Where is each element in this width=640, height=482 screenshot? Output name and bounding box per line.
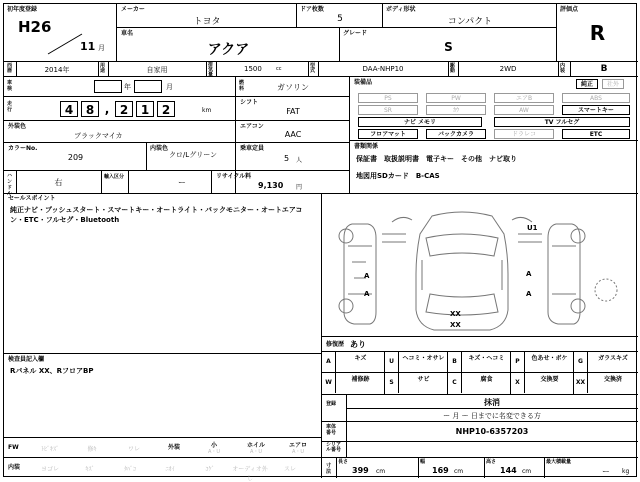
legend-key: S bbox=[385, 373, 399, 393]
legend-cell bbox=[385, 373, 448, 394]
registration-label: 登録 bbox=[326, 401, 337, 407]
name-box bbox=[117, 28, 340, 62]
mileage-box bbox=[4, 97, 236, 121]
fuel-value: ガソリン bbox=[277, 83, 309, 92]
rating-box bbox=[557, 4, 638, 62]
legend-cell bbox=[511, 373, 574, 394]
recycle-box bbox=[211, 171, 350, 194]
doors-value: 5 bbox=[337, 14, 343, 24]
shift-box bbox=[236, 97, 350, 121]
exterior-label: 外装 bbox=[168, 444, 181, 451]
equipment-chip: ナビ メモリ bbox=[358, 117, 482, 127]
legend-value: 交換要 bbox=[540, 376, 559, 383]
vin-value: NHP10-6357203 bbox=[455, 427, 529, 436]
equipment-chip: バックカメラ bbox=[426, 129, 486, 139]
mileage-label: 走行 bbox=[7, 101, 13, 113]
repair-value: あり bbox=[350, 340, 366, 349]
fw-label: FW bbox=[8, 444, 19, 451]
first-registration-box bbox=[4, 4, 117, 62]
max-load-unit: kg bbox=[622, 468, 630, 475]
use-value: 自家用 bbox=[146, 66, 168, 74]
max-load-label: 最大積載量 bbox=[546, 459, 572, 465]
shaken-label: 車検 bbox=[7, 80, 13, 92]
max-load-value: ー bbox=[602, 467, 610, 476]
body-box bbox=[383, 4, 557, 28]
ac-box bbox=[236, 121, 350, 143]
legend-cell bbox=[322, 352, 385, 373]
color-no-label: カラーNo. bbox=[8, 145, 38, 152]
legend-value: 交換済 bbox=[603, 376, 622, 383]
condition-diagram bbox=[322, 194, 638, 336]
damage-mark-a-left: A bbox=[364, 272, 370, 280]
recycle-unit: 円 bbox=[296, 184, 303, 191]
maker-value: トヨタ bbox=[193, 17, 221, 27]
shift-value: FAT bbox=[286, 107, 300, 116]
genuine-chip: 純正 bbox=[576, 79, 598, 89]
height-value: 144 bbox=[500, 466, 517, 475]
registration-note: ー 月 ー 日までに名変できる方 bbox=[443, 412, 541, 420]
fw-item: 修ｷ bbox=[87, 446, 97, 453]
sales-point-label: セールスポイント bbox=[8, 195, 56, 202]
ac-label: エアコン bbox=[240, 123, 264, 130]
fuel-box bbox=[236, 77, 350, 97]
exterior-item: エアロ bbox=[288, 442, 307, 449]
rating-label: 評価点 bbox=[560, 6, 579, 13]
dimensions-row bbox=[322, 458, 638, 478]
color-label: 外装色 bbox=[8, 123, 27, 130]
exterior-item-sub: A・U bbox=[207, 449, 221, 455]
rating-value: R bbox=[589, 21, 606, 45]
mileage-digit: 2 bbox=[157, 101, 175, 117]
model-label: 型式 bbox=[310, 63, 316, 74]
capacity-box bbox=[236, 143, 350, 171]
legend-key: C bbox=[448, 373, 462, 393]
capacity-value: 5 bbox=[284, 154, 290, 163]
mileage-digit: 8 bbox=[81, 101, 99, 117]
slash-divider bbox=[44, 32, 84, 56]
height-label: 高さ bbox=[486, 459, 497, 465]
legend-key: X bbox=[511, 373, 525, 393]
repair-box bbox=[322, 336, 638, 352]
damage-mark-a-right: A bbox=[526, 270, 532, 278]
interior-item: ﾀﾊﾞｺ bbox=[123, 466, 136, 473]
exterior-color-box bbox=[4, 121, 236, 143]
width-unit: cm bbox=[454, 468, 464, 475]
mileage-digit: 2 bbox=[115, 101, 133, 117]
grade-box bbox=[340, 28, 557, 62]
legend-cell bbox=[448, 373, 511, 394]
mileage-comma: , bbox=[104, 102, 110, 116]
legend-cell bbox=[448, 352, 511, 373]
handle-row bbox=[4, 171, 236, 197]
legend-value: 腐食 bbox=[480, 376, 493, 383]
mileage-digit: 4 bbox=[60, 101, 78, 117]
interior-item: スレ bbox=[283, 466, 296, 473]
length-value: 399 bbox=[352, 466, 369, 475]
displacement-label: 排気量 bbox=[208, 62, 214, 78]
model-value: DAA-NHP10 bbox=[362, 65, 404, 73]
interior-grade-label: 内装 bbox=[560, 63, 566, 74]
mileage-digit: 1 bbox=[136, 101, 154, 117]
inspector-label: 検査員記入欄 bbox=[8, 356, 45, 363]
shaken-month-unit: 月 bbox=[166, 83, 173, 91]
legend-value: 補修跡 bbox=[351, 376, 370, 383]
equipment-label: 装備品 bbox=[354, 79, 373, 86]
vin-box bbox=[322, 422, 638, 442]
legend-cell bbox=[574, 373, 638, 394]
docs-value: 保証書 取扱説明書 電子キー その他 ナビ取り bbox=[356, 155, 517, 163]
sales-point-text: 純正ナビ・プッシュスタート・スマートキー・オートライト・バックモニター・オートエアコン・ETC・フルセグ・Bluetooth bbox=[10, 206, 303, 224]
length-unit: cm bbox=[376, 468, 386, 475]
legend-cell bbox=[511, 352, 574, 373]
body-value: コンパクト bbox=[447, 17, 493, 27]
equipment-chip: スマートキー bbox=[562, 105, 630, 115]
registration-month: 11 bbox=[80, 40, 96, 53]
name-value: アクア bbox=[207, 42, 250, 58]
inspector-box bbox=[4, 354, 322, 438]
exterior-item-sub: A・U bbox=[291, 449, 305, 455]
handle-label: ハンドル bbox=[7, 173, 13, 197]
registration-box bbox=[322, 394, 638, 422]
legend-cell bbox=[574, 352, 638, 373]
exterior-item-sub: A・U bbox=[249, 449, 263, 455]
interior-label: 内装 bbox=[8, 464, 21, 471]
damage-mark-xx-2: XX bbox=[450, 321, 461, 329]
legend-key: P bbox=[511, 352, 525, 372]
doors-box bbox=[297, 4, 383, 28]
serial-label: シリアル番号 bbox=[326, 442, 342, 453]
registration-status: 抹消 bbox=[484, 398, 500, 407]
maker-box bbox=[117, 4, 297, 28]
legend-value: キズ・ヘコミ bbox=[468, 355, 505, 362]
equipment-chip: エアB bbox=[494, 93, 554, 103]
grade-label: グレード bbox=[343, 30, 368, 37]
body-label: ボディ形状 bbox=[386, 6, 416, 13]
fw-item: ワレ bbox=[127, 446, 140, 453]
shift-label: シフト bbox=[240, 99, 259, 106]
legend-key: XX bbox=[574, 373, 588, 393]
fw-row bbox=[4, 438, 322, 458]
legend-key: W bbox=[322, 373, 336, 393]
handle-value: 右 bbox=[54, 178, 63, 187]
exterior-item: 小 bbox=[210, 442, 217, 449]
drive-label: 駆動 bbox=[450, 63, 456, 74]
width-label: 幅 bbox=[420, 459, 426, 465]
legend-cell bbox=[385, 352, 448, 373]
aftermarket-chip: 社外 bbox=[602, 79, 624, 89]
interior-item: ｷｽﾞ bbox=[85, 466, 95, 473]
equipment-chip: ドラレコ bbox=[494, 129, 554, 139]
damage-mark-a-left-rear: A bbox=[364, 290, 370, 298]
equipment-chip: PW bbox=[426, 93, 486, 103]
height-unit: cm bbox=[522, 468, 532, 475]
use-label: 用途 bbox=[100, 63, 106, 74]
color-no-value: 209 bbox=[67, 153, 84, 162]
legend-value: 色あせ・ボケ bbox=[531, 355, 568, 362]
auction-sheet bbox=[3, 3, 637, 482]
maker-label: メーカー bbox=[121, 6, 145, 13]
equipment-chip: TV フルセグ bbox=[494, 117, 630, 127]
vin-label: 車体番号 bbox=[326, 424, 337, 436]
displacement-unit: cc bbox=[276, 66, 282, 72]
equipment-chip: ETC bbox=[562, 129, 630, 139]
repair-label: 修復歴 bbox=[326, 341, 345, 348]
interior-item: オーディオ外し bbox=[232, 466, 268, 482]
legend-key: G bbox=[574, 352, 588, 372]
equipment-chip: AW bbox=[494, 105, 554, 115]
interior-color-value: クロ/Lグリーン bbox=[168, 151, 218, 159]
legend-key: A bbox=[322, 352, 336, 372]
equipment-box bbox=[350, 77, 638, 194]
registration-year: H26 bbox=[18, 18, 52, 36]
damage-mark-xx-1: XX bbox=[450, 310, 461, 318]
exterior-item: ホイル bbox=[246, 442, 265, 449]
import-value: ー bbox=[178, 178, 186, 187]
docs-label: 書類関係 bbox=[354, 143, 379, 150]
recycle-label: リサイクル料 bbox=[216, 173, 252, 180]
drive-value: 2WD bbox=[499, 65, 517, 73]
length-label: 長さ bbox=[338, 459, 349, 465]
docs-value-2: 地図用SDカード B-CAS bbox=[356, 172, 440, 180]
car-diagram bbox=[322, 194, 638, 336]
interior-row bbox=[4, 458, 322, 482]
damage-legend bbox=[322, 352, 638, 394]
interior-color-box bbox=[147, 143, 236, 171]
color-value: ブラックマイカ bbox=[74, 132, 123, 140]
color-no-box bbox=[4, 143, 147, 171]
capacity-label: 乗車定員 bbox=[240, 145, 265, 152]
damage-mark-u1: U1 bbox=[527, 224, 538, 232]
sales-point-box bbox=[4, 194, 322, 354]
inspector-text: Rパネル XX、RフロアBP bbox=[10, 367, 94, 375]
equipment-chip: SR bbox=[358, 105, 418, 115]
legend-value: ガラスキズ bbox=[598, 355, 628, 362]
interior-grade-value: B bbox=[600, 64, 608, 74]
equipment-chip: PS bbox=[358, 93, 418, 103]
year-value: 2014年 bbox=[44, 66, 70, 74]
equipment-chip: フロアマット bbox=[358, 129, 418, 139]
legend-value: キズ bbox=[354, 355, 367, 362]
damage-mark-a-right-rear: A bbox=[526, 290, 532, 298]
recycle-value: 9,130 bbox=[258, 181, 284, 190]
year-label: 西暦 bbox=[7, 63, 13, 74]
fuel-label: 燃料 bbox=[239, 80, 245, 92]
width-value: 169 bbox=[432, 466, 449, 475]
equipment-chip: ABS bbox=[562, 93, 630, 103]
shaken-month-field bbox=[134, 80, 162, 93]
legend-value: ヘコミ・オサレ bbox=[402, 355, 445, 362]
month-unit: 月 bbox=[98, 44, 105, 52]
serial-box bbox=[322, 442, 638, 458]
import-label: 輸入区分 bbox=[104, 174, 125, 180]
ac-value: AAC bbox=[284, 130, 302, 139]
first-registration-label: 初年度登録 bbox=[7, 6, 38, 13]
interior-item: ｺｹﾞ bbox=[205, 466, 215, 473]
shaken-box bbox=[4, 77, 236, 97]
km-unit: km bbox=[202, 107, 212, 114]
legend-key: B bbox=[448, 352, 462, 372]
interior-color-label: 内装色 bbox=[150, 145, 169, 152]
dimensions-label: 寸法 bbox=[326, 463, 332, 475]
equipment-chip: ｶｳ bbox=[426, 105, 486, 115]
legend-key: U bbox=[385, 352, 399, 372]
interior-item: ヨゴレ bbox=[40, 466, 59, 473]
grade-value: S bbox=[444, 40, 453, 54]
shaken-year-unit: 年 bbox=[124, 83, 131, 91]
legend-cell bbox=[322, 373, 385, 394]
capacity-unit: 人 bbox=[296, 157, 303, 164]
name-label: 車名 bbox=[121, 30, 134, 37]
legend-value: サビ bbox=[417, 376, 430, 383]
doors-label: ドア枚数 bbox=[300, 6, 324, 13]
fw-item: ﾄﾋﾞｷｽﾞ bbox=[40, 446, 59, 453]
interior-item: ﾆｵｲ bbox=[165, 466, 175, 473]
displacement-value: 1500 bbox=[244, 65, 262, 73]
shaken-year-field bbox=[94, 80, 122, 93]
